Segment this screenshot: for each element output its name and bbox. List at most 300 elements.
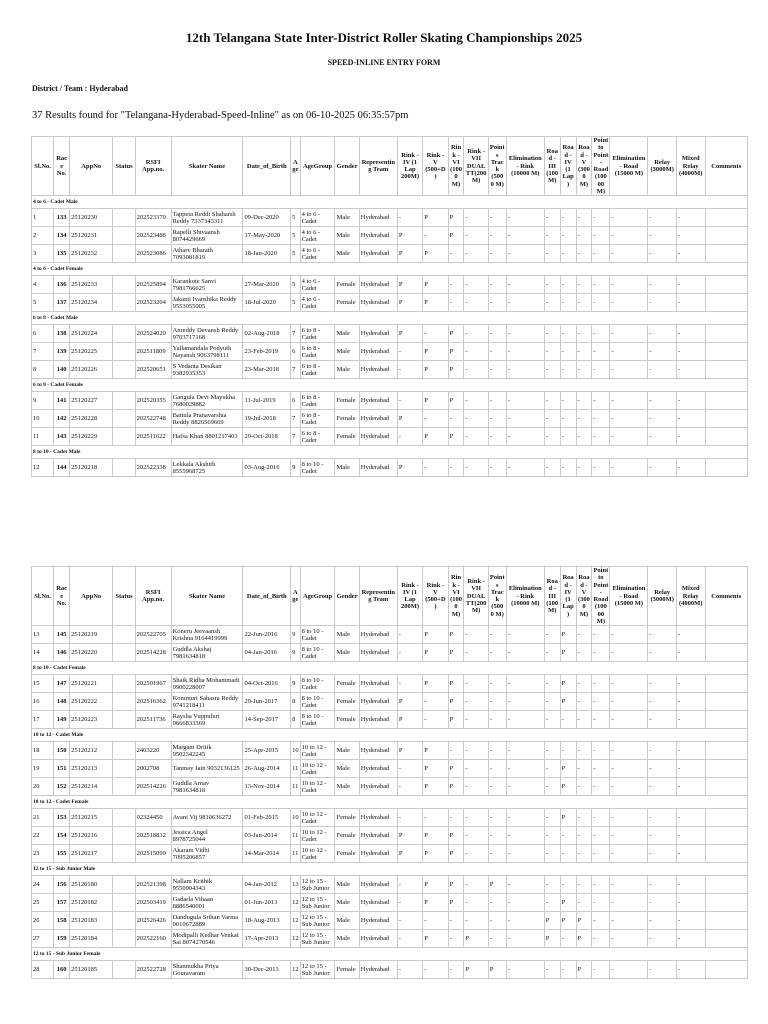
group-label: 4 to 6 - Cadet Male [32,196,748,209]
cell-elimination-rink: - [506,845,544,863]
cell-road-iv: - [560,325,576,343]
cell-age: 10 [291,742,301,760]
cell-road-iii: - [544,778,560,796]
cell-gender: Male [335,343,359,361]
cell-road-iv: P [560,778,576,796]
cell-points-track: - [488,675,506,693]
cell-representing-team: Hyderabad [359,742,397,760]
group-label: 12 to 15 - Sub Junior Male [32,863,748,876]
cell-rink-iv: - [397,760,422,778]
cell-elimination-rink: - [506,361,544,379]
column-header-road-v: Road - V (3000 M) [576,567,592,626]
cell-road-v: - [576,760,592,778]
cell-race-no: 150 [54,742,70,760]
cell-representing-team: Hyderabad [359,894,397,912]
cell-elimination-rink: - [506,778,544,796]
cell-representing-team: Hyderabad [359,343,397,361]
cell-road-v: - [576,742,592,760]
cell-gender: Male [335,209,359,227]
cell-mixed-relay: - [676,894,705,912]
table-row [32,711,748,729]
cell-race-no: 146 [54,644,70,662]
cell-elimination-road: - [610,742,648,760]
cell-status [113,209,135,227]
cell-skater-name: Guddla Arnav 7981634818 [171,778,243,796]
column-header-skater-name: Skater Name [171,137,243,196]
cell-age-group: 10 to 12 - Cadet [300,742,335,760]
cell-age: 12 [291,894,301,912]
column-header-elimination-rink: Elimination - Rink (10000 M) [506,567,544,626]
cell-date-of-birth: 02-Aug-2018 [243,325,291,343]
cell-rink-iv: - [397,912,422,930]
cell-road-v: - [576,276,592,294]
cell-road-iii: - [544,876,560,894]
cell-rink-v: P [423,626,448,644]
cell-rink-v: P [423,392,448,410]
cell-representing-team: Hyderabad [359,428,397,446]
cell-age: 5 [291,209,301,227]
cell-race-no: 148 [54,693,70,711]
table-row [32,361,748,379]
column-header-sl-no: Sl.No. [32,137,54,196]
column-header-rink-v: Rink - V (500+D) [423,567,448,626]
group-label: 10 to 12 - Cadet Male [32,729,748,742]
cell-rsfi-app-no: 202523204 [135,294,171,312]
cell-elimination-road: - [610,227,648,245]
cell-status [113,760,135,778]
group-row [32,796,748,809]
cell-elimination-road: - [610,459,648,477]
cell-rsfi-app-no: 202523086 [135,245,171,263]
cell-elimination-road: - [610,276,648,294]
cell-points-track: - [488,227,506,245]
cell-relay: - [648,410,677,428]
cell-representing-team: Hyderabad [359,325,397,343]
cell-app-no: 25120217 [70,845,113,863]
cell-points-track: - [488,742,506,760]
cell-relay: - [648,827,677,845]
cell-skater-name: Nallam Krithik 9550904343 [171,876,243,894]
cell-mixed-relay: - [676,428,705,446]
cell-skater-name: Karankote Sanvi 7981766625 [171,276,243,294]
cell-age: 12 [291,912,301,930]
cell-road-v: - [576,827,592,845]
cell-date-of-birth: 04-Oct-2016 [243,675,291,693]
cell-race-no: 159 [54,930,70,948]
cell-representing-team: Hyderabad [359,930,397,948]
column-header-mixed-relay: Mixed Relay (4000M) [676,137,705,196]
cell-elimination-rink: - [506,742,544,760]
column-header-point-to-point-road: Point to Point - Road (10000 M) [593,567,609,626]
cell-rink-vi: P [448,361,464,379]
cell-elimination-road: - [610,361,648,379]
cell-comments [705,778,748,796]
cell-gender: Female [335,675,359,693]
cell-race-no: 156 [54,876,70,894]
cell-skater-name: Koneru Jeevaansh Krishna 9164419999 [171,626,243,644]
table-row [32,894,748,912]
cell-road-iv: - [560,742,576,760]
cell-mixed-relay: - [676,294,705,312]
cell-age: 5 [291,245,301,263]
cell-elimination-road: - [610,392,648,410]
cell-gender: Male [335,742,359,760]
cell-sl-no: 22 [32,827,54,845]
cell-date-of-birth: 18-Jul-2020 [243,294,291,312]
cell-points-track: P [488,876,506,894]
cell-rsfi-app-no: 202511622 [135,428,171,446]
cell-comments [705,961,748,979]
cell-app-no: 25120219 [70,626,113,644]
cell-date-of-birth: 01-Feb-2015 [243,809,291,827]
group-row [32,312,748,325]
cell-rink-vi: - [448,930,464,948]
cell-elimination-rink: - [506,912,544,930]
cell-relay: - [648,760,677,778]
cell-rink-vi: P [448,693,464,711]
cell-date-of-birth: 29-Jun-2017 [243,693,291,711]
cell-app-no: 25120234 [70,294,113,312]
cell-elimination-rink: - [506,760,544,778]
cell-road-iv: P [560,693,576,711]
cell-sl-no: 16 [32,693,54,711]
cell-road-iv: - [560,227,576,245]
cell-rink-v: - [423,809,448,827]
cell-rink-vii: - [464,276,488,294]
cell-skater-name: Atharv Bharath 7093081819 [171,245,243,263]
cell-elimination-road: - [610,693,648,711]
cell-road-v: - [576,325,592,343]
cell-road-v: - [576,711,592,729]
group-row [32,263,748,276]
cell-relay: - [648,742,677,760]
cell-age: 9 [291,459,301,477]
cell-comments [705,626,748,644]
cell-rsfi-app-no: 202522160 [135,930,171,948]
cell-road-iv: - [560,459,576,477]
cell-rink-vi: P [448,392,464,410]
cell-road-iii: - [544,827,560,845]
cell-elimination-rink: - [506,675,544,693]
cell-age-group: 4 to 6 - Cadet [300,209,335,227]
cell-gender: Female [335,961,359,979]
cell-date-of-birth: 14-Mar-2014 [243,845,291,863]
cell-points-track: - [488,809,506,827]
cell-relay: - [648,894,677,912]
cell-mixed-relay: - [676,392,705,410]
cell-rink-vi: P [448,675,464,693]
column-header-rink-vii: Rink - VII DUAL TT(200 M) [464,567,488,626]
cell-sl-no: 19 [32,760,54,778]
cell-point-to-point-road: - [592,760,610,778]
cell-comments [705,325,748,343]
cell-representing-team: Hyderabad [359,912,397,930]
column-header-representing-team: Representing Team [359,567,397,626]
cell-rink-vi: P [448,845,464,863]
cell-age: 7 [291,410,301,428]
cell-elimination-rink: - [506,961,544,979]
cell-rink-vii: - [464,245,488,263]
cell-representing-team: Hyderabad [359,245,397,263]
cell-skater-name: Akaram Vidhi 7095206857 [171,845,243,863]
cell-gender: Female [335,711,359,729]
cell-date-of-birth: 17-May-2020 [243,227,291,245]
cell-road-iii: - [544,428,560,446]
cell-points-track: - [488,644,506,662]
cell-rink-v: P [423,361,448,379]
cell-comments [705,392,748,410]
cell-mixed-relay: - [676,876,705,894]
cell-relay: - [648,930,677,948]
cell-gender: Male [335,876,359,894]
cell-elimination-rink: - [506,343,544,361]
cell-mixed-relay: - [676,711,705,729]
cell-points-track: - [488,845,506,863]
cell-rink-v: - [423,711,448,729]
cell-point-to-point-road: - [592,675,610,693]
cell-status [113,675,135,693]
cell-mixed-relay: - [676,742,705,760]
cell-point-to-point-road: - [592,845,610,863]
cell-representing-team: Hyderabad [359,827,397,845]
cell-rink-v: P [423,845,448,863]
cell-rsfi-app-no: 202511809 [135,343,171,361]
cell-road-v: - [576,459,592,477]
cell-rink-vi: P [448,428,464,446]
cell-representing-team: Hyderabad [359,675,397,693]
column-header-app-no: AppNo [70,567,113,626]
table-row [32,845,748,863]
cell-rink-vi: - [448,410,464,428]
cell-road-iv: P [560,675,576,693]
cell-sl-no: 10 [32,410,54,428]
cell-rink-vii: - [464,343,488,361]
cell-rink-vi: P [448,778,464,796]
cell-road-iii: - [544,845,560,863]
cell-status [113,294,135,312]
cell-rsfi-app-no: 202522705 [135,626,171,644]
cell-elimination-road: - [610,209,648,227]
cell-road-iv: P [560,912,576,930]
cell-road-iv: - [560,845,576,863]
cell-app-no: 25120216 [70,827,113,845]
cell-relay: - [648,778,677,796]
cell-rink-vi: P [448,626,464,644]
cell-skater-name: Gadarla Vihaan 8886540001 [171,894,243,912]
group-label: 4 to 6 - Cadet Female [32,263,748,276]
cell-gender: Female [335,693,359,711]
cell-skater-name: Hafsa Khan 8801217403 [171,428,243,446]
cell-rsfi-app-no: 202522748 [135,410,171,428]
cell-age: 7 [291,428,301,446]
cell-relay: - [648,845,677,863]
cell-road-iii: - [544,392,560,410]
cell-date-of-birth: 19-Jul-2018 [243,410,291,428]
column-header-rink-v: Rink - V (500+D) [423,137,448,196]
cell-gender: Male [335,778,359,796]
cell-rink-v: P [423,428,448,446]
cell-elimination-road: - [610,675,648,693]
group-row [32,379,748,392]
cell-gender: Female [335,827,359,845]
group-row [32,729,748,742]
cell-rink-vii: - [464,410,488,428]
cell-date-of-birth: 27-Mar-2020 [243,276,291,294]
cell-sl-no: 27 [32,930,54,948]
cell-point-to-point-road: - [592,827,610,845]
cell-points-track: - [488,827,506,845]
cell-mixed-relay: - [676,245,705,263]
cell-status [113,227,135,245]
cell-comments [705,760,748,778]
cell-points-track: P [488,961,506,979]
table-row [32,760,748,778]
cell-rink-vii: - [464,626,488,644]
cell-rink-iv: - [397,876,422,894]
cell-app-no: 25120226 [70,361,113,379]
cell-app-no: 25120230 [70,209,113,227]
cell-age-group: 6 to 8 - Cadet [300,410,335,428]
entry-table-page-2 [31,566,748,979]
cell-age: 7 [291,325,301,343]
column-header-race-no: Race No. [54,567,70,626]
cell-date-of-birth: 23-Mar-2018 [243,361,291,379]
cell-gender: Female [335,845,359,863]
cell-rink-iv: P [397,711,422,729]
cell-representing-team: Hyderabad [359,209,397,227]
cell-rink-vi: P [448,209,464,227]
column-header-road-iii: Road - III (100 M) [544,567,560,626]
group-row [32,446,748,459]
column-header-age: Age [291,137,301,196]
cell-rink-vii: - [464,845,488,863]
cell-points-track: - [488,428,506,446]
cell-elimination-rink: - [506,276,544,294]
cell-rink-v: - [423,459,448,477]
cell-rsfi-app-no: 2403220 [135,742,171,760]
cell-app-no: 25120229 [70,428,113,446]
group-row [32,863,748,876]
cell-road-v: - [576,361,592,379]
cell-status [113,626,135,644]
table-row [32,245,748,263]
cell-skater-name: Shanmukha Priya Gouravaram [171,961,243,979]
column-header-rink-vi: Rink - VI (1000 M) [448,137,464,196]
cell-sl-no: 13 [32,626,54,644]
cell-elimination-rink: - [506,894,544,912]
cell-point-to-point-road: - [592,711,610,729]
cell-race-no: 158 [54,912,70,930]
cell-date-of-birth: 04-Jan-2016 [243,644,291,662]
cell-app-no: 25120232 [70,245,113,263]
cell-points-track: - [488,930,506,948]
cell-relay: - [648,276,677,294]
cell-rink-iv: P [397,693,422,711]
cell-rink-vii: - [464,325,488,343]
column-header-points-track: Points Track (5000 M) [488,137,506,196]
cell-age: 6 [291,392,301,410]
group-label: 6 to 8 - Cadet Male [32,312,748,325]
cell-skater-name: Avani Vij 9810636272 [171,809,243,827]
cell-point-to-point-road: - [592,930,610,948]
cell-comments [705,245,748,263]
cell-race-no: 145 [54,626,70,644]
cell-status [113,876,135,894]
cell-road-iv: - [560,961,576,979]
cell-elimination-road: - [610,245,648,263]
cell-road-v: P [576,930,592,948]
cell-elimination-road: - [610,325,648,343]
cell-date-of-birth: 13-Nov-2014 [243,778,291,796]
cell-comments [705,644,748,662]
cell-elimination-rink: - [506,227,544,245]
cell-mixed-relay: - [676,410,705,428]
cell-road-v: - [576,294,592,312]
cell-relay: - [648,912,677,930]
cell-point-to-point-road: - [592,428,610,446]
cell-road-iv: P [560,894,576,912]
column-header-race-no: Race No. [54,137,70,196]
cell-app-no: 25120227 [70,392,113,410]
cell-race-no: 134 [54,227,70,245]
district-label: District / Team : Hyderabad [32,84,128,93]
cell-elimination-rink: - [506,392,544,410]
cell-road-iv: - [560,276,576,294]
cell-rsfi-app-no: 202503419 [135,894,171,912]
cell-point-to-point-road: - [592,209,610,227]
table-row [32,827,748,845]
cell-app-no: 25120221 [70,675,113,693]
cell-date-of-birth: 11-Jul-2019 [243,392,291,410]
cell-point-to-point-road: - [592,325,610,343]
cell-comments [705,227,748,245]
cell-age: 5 [291,276,301,294]
column-header-elimination-road: Elimination - Road (15000 M) [610,567,648,626]
cell-points-track: - [488,276,506,294]
cell-age-group: 12 to 15 - Sub Junior [300,961,335,979]
cell-race-no: 149 [54,711,70,729]
cell-rink-vii: - [464,693,488,711]
cell-rsfi-app-no: 202516362 [135,693,171,711]
cell-rink-iv: P [397,459,422,477]
cell-date-of-birth: 17-Apr-2013 [243,930,291,948]
cell-rink-vi: P [448,894,464,912]
column-header-rsfi-app-no: RSFI App.no. [135,567,171,626]
cell-skater-name: S Vedanta Desikan 9382935353 [171,361,243,379]
column-header-road-iv: Road - IV (1 Lap) [560,137,576,196]
table-row [32,428,748,446]
cell-age: 13 [291,876,301,894]
cell-representing-team: Hyderabad [359,227,397,245]
cell-road-v: - [576,809,592,827]
cell-mixed-relay: - [676,827,705,845]
column-header-date-of-birth: Date_of_Birth [243,567,291,626]
cell-age: 9 [291,675,301,693]
cell-rink-iv: - [397,428,422,446]
cell-race-no: 140 [54,361,70,379]
cell-rink-vii: - [464,894,488,912]
cell-rink-vi: - [448,276,464,294]
cell-sl-no: 9 [32,392,54,410]
cell-mixed-relay: - [676,276,705,294]
cell-skater-name: Rapelli Shivaansh 8074429669 [171,227,243,245]
cell-race-no: 144 [54,459,70,477]
cell-road-iv: - [560,245,576,263]
cell-point-to-point-road: - [592,742,610,760]
cell-age-group: 8 to 10 - Cadet [300,459,335,477]
cell-rink-v: P [423,245,448,263]
cell-skater-name: Margam Dritik 9502342245 [171,742,243,760]
